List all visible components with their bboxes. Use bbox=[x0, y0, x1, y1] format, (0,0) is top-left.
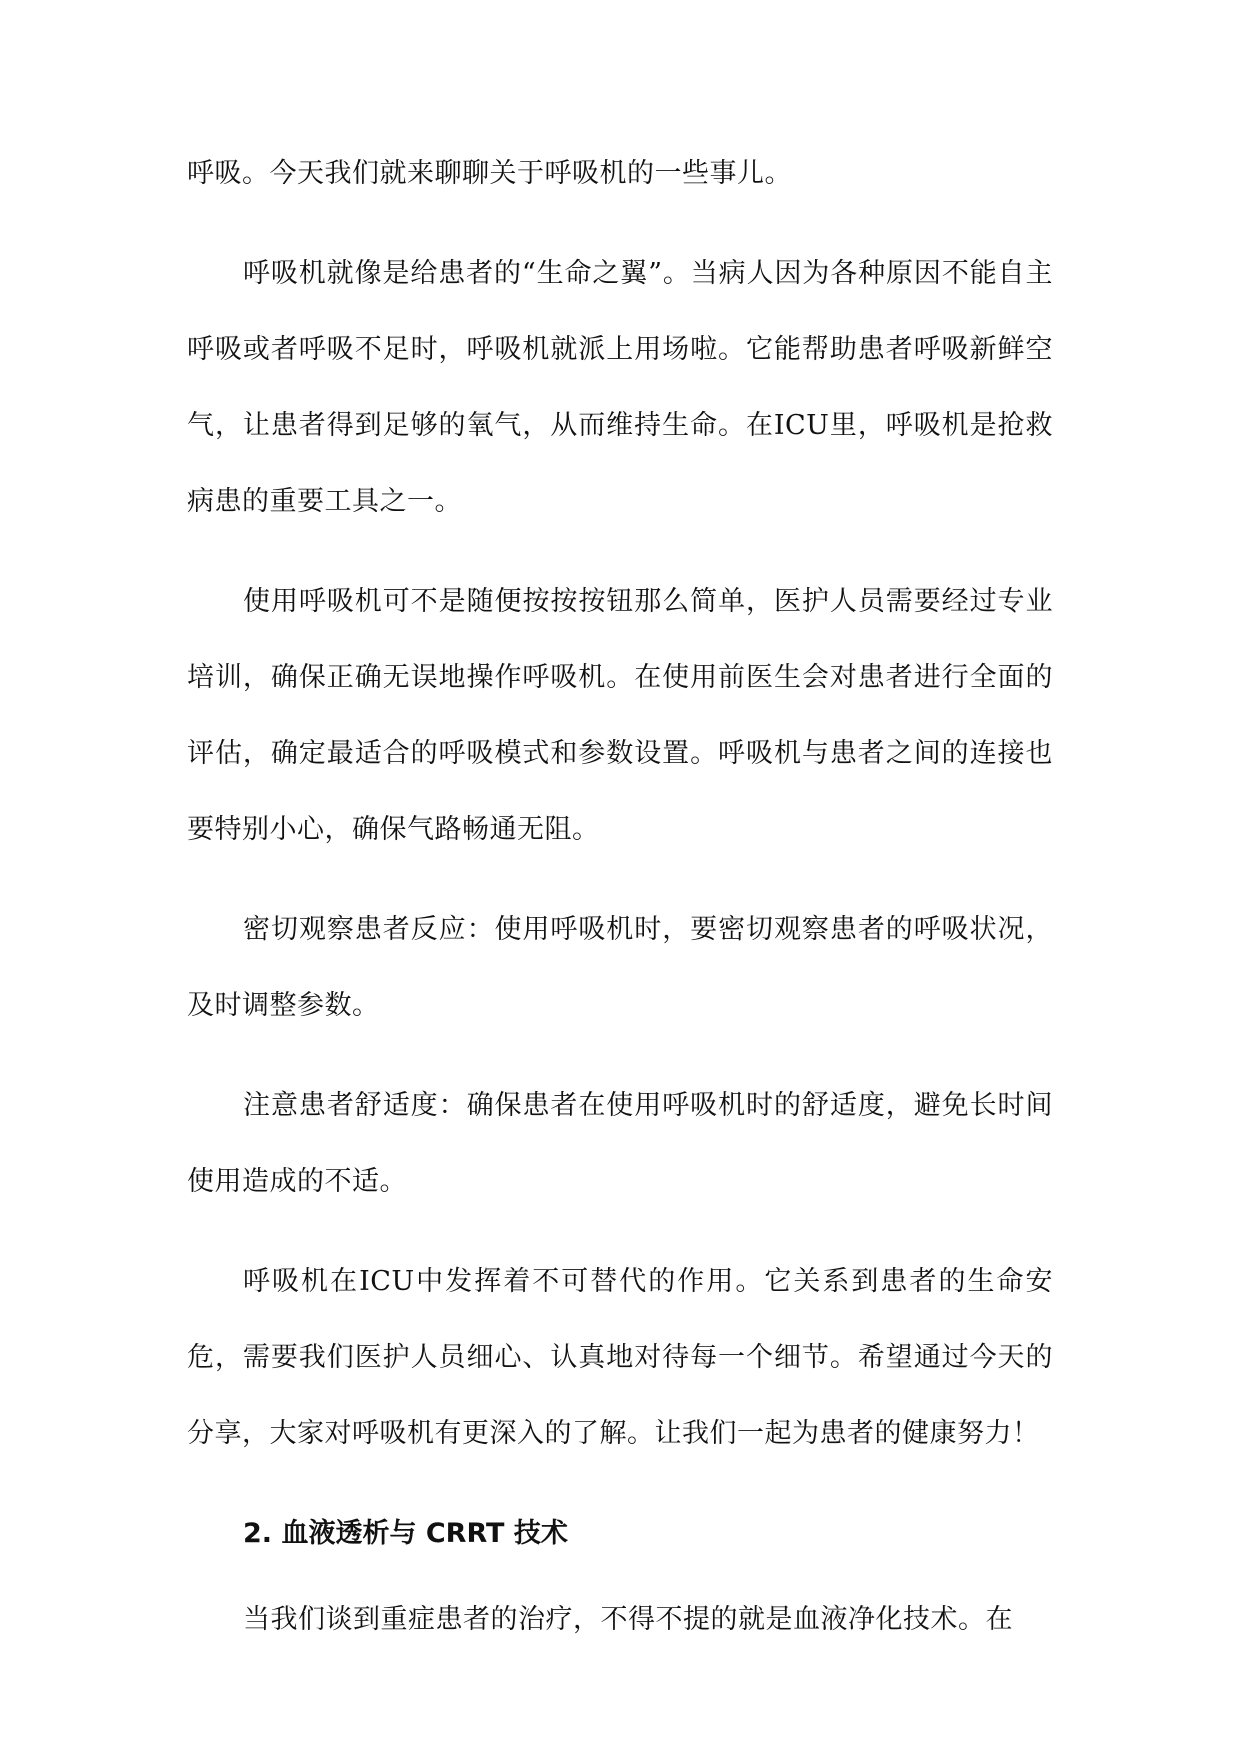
paragraph-observe-patient: 密切观察患者反应：使用呼吸机时，要密切观察患者的呼吸状况，及时调整参数。 bbox=[187, 914, 1053, 1021]
paragraph-ventilator-summary: 呼吸机在ICU中发挥着不可替代的作用。它关系到患者的生命安危，需要我们医护人员细心、认真地对待每一个细节。希望通过今天的分享，大家对呼吸机有更深入的了解。让我们一起为患者的健康努力！ bbox=[187, 1266, 1053, 1449]
paragraph-continuation: 呼吸。今天我们就来聊聊关于呼吸机的一些事儿。 bbox=[187, 158, 792, 189]
document-body bbox=[187, 136, 1053, 1682]
paragraph-patient-comfort: 注意患者舒适度：确保患者在使用呼吸机时的舒适度，避免长时间使用造成的不适。 bbox=[187, 1090, 1053, 1197]
paragraph-ventilator-intro: 呼吸机就像是给患者的“生命之翼”。当病人因为各种原因不能自主呼吸或者呼吸不足时，呼吸机就派上用场啦。它能帮助患者呼吸新鲜空气，让患者得到足够的氧气，从而维持生命。在ICU里，呼吸机是抢救病患的重要工具之一。 bbox=[187, 258, 1053, 517]
paragraph-ventilator-usage: 使用呼吸机可不是随便按按按钮那么简单，医护人员需要经过专业培训，确保正确无误地操作呼吸机。在使用前医生会对患者进行全面的评估，确定最适合的呼吸模式和参数设置。呼吸机与患者之间的连接也要特别小心，确保气路畅通无阻。 bbox=[187, 586, 1053, 845]
paragraph-dialysis-intro: 当我们谈到重症患者的治疗，不得不提的就是血液净化技术。在 bbox=[243, 1604, 1013, 1635]
section-heading: 2. 血液透析与 CRRT 技术 bbox=[243, 1518, 568, 1549]
